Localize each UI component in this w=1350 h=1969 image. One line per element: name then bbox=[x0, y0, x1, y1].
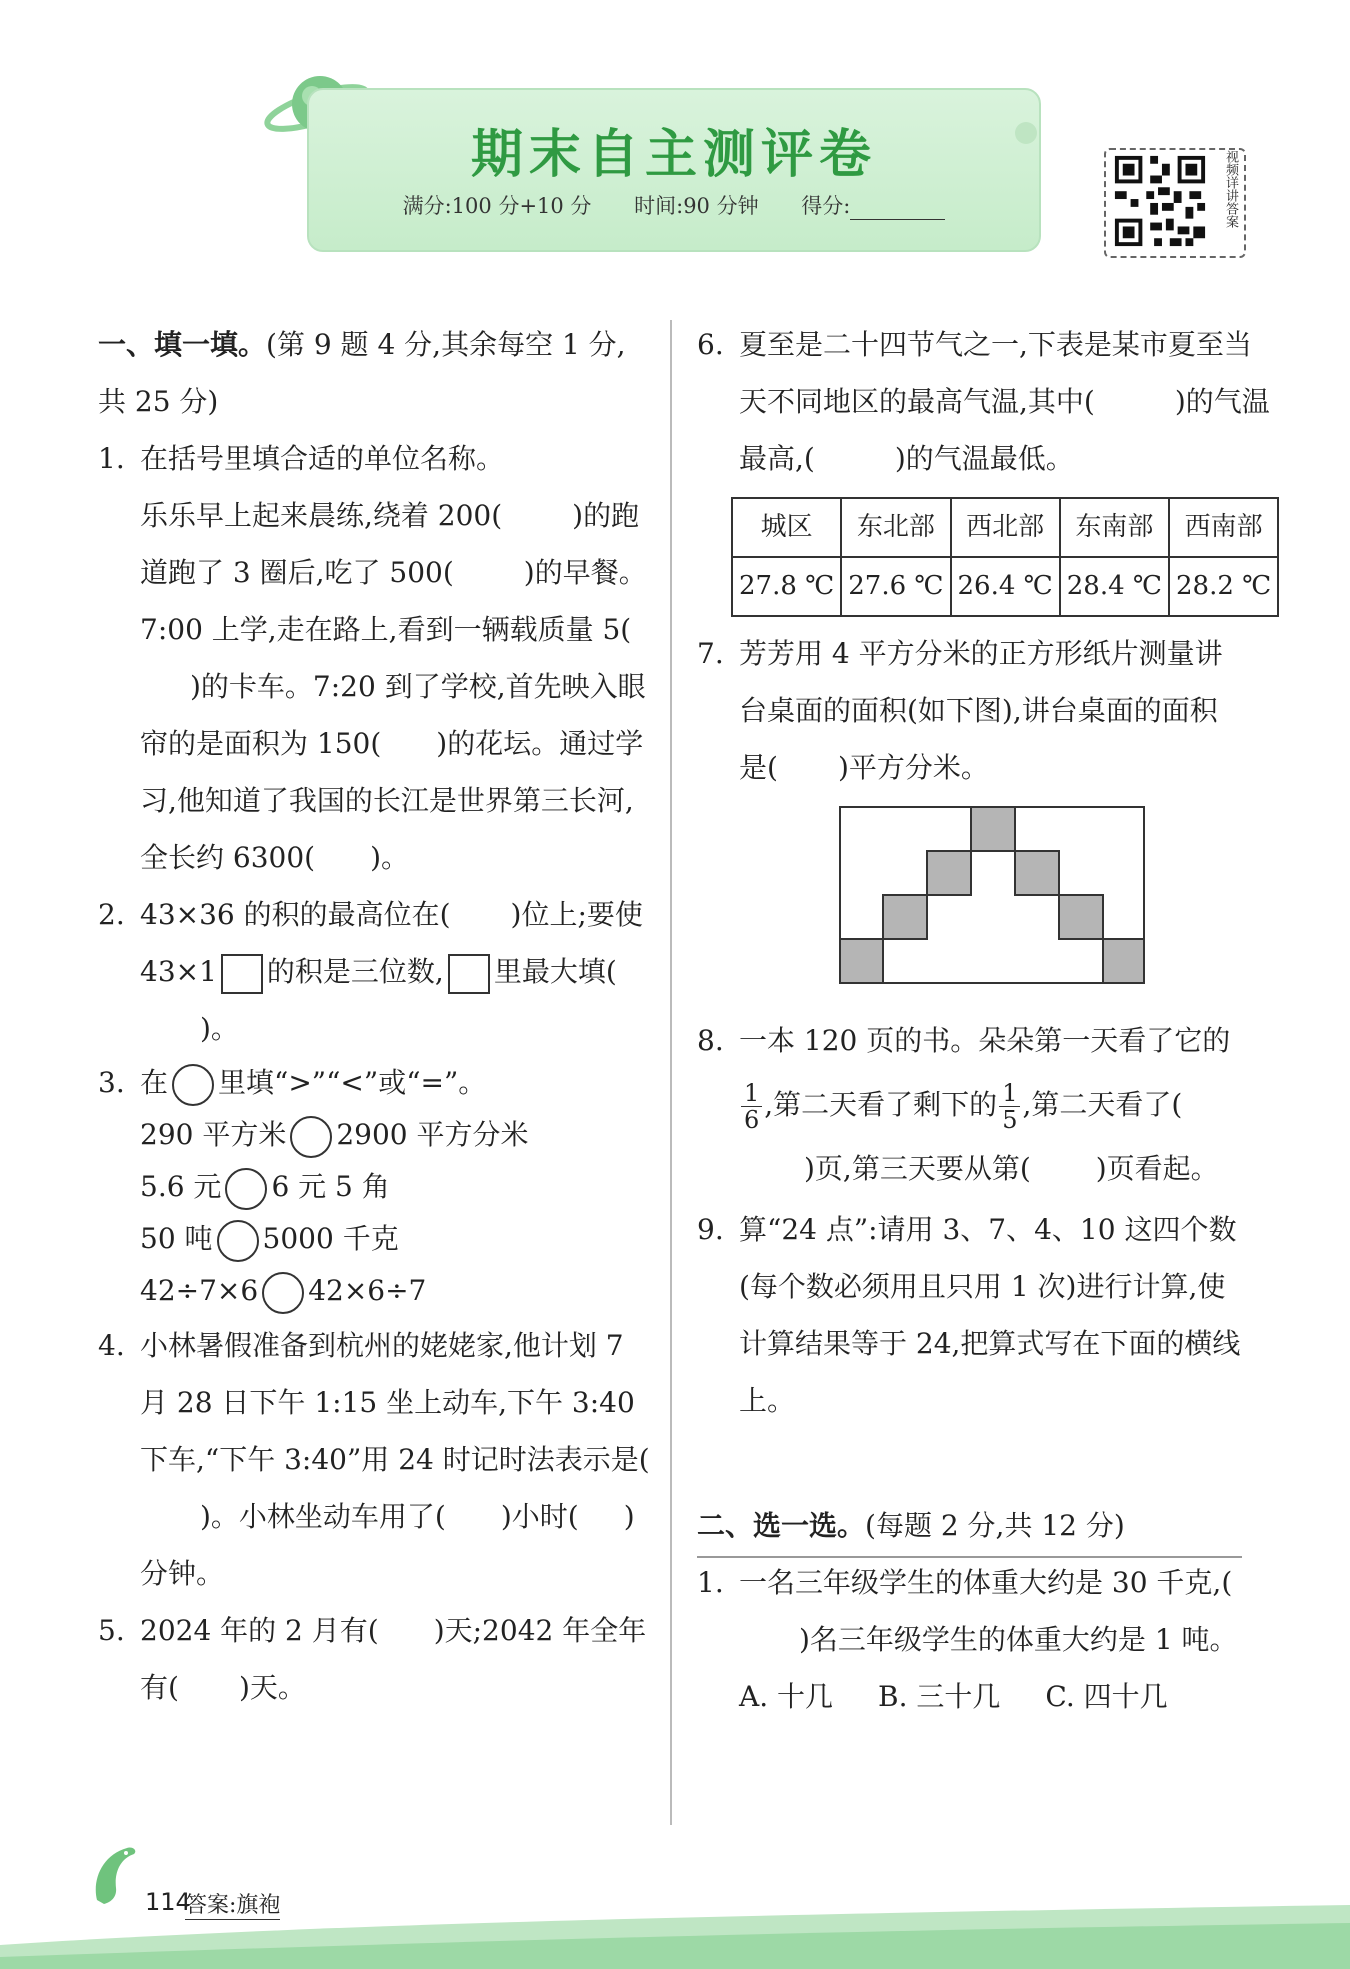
page-title: 期末自主测评卷 bbox=[470, 125, 877, 185]
question-1: 1. 在括号里填合适的单位名称。 乐乐早上起来晨练,绕着 200( )的跑道跑了 3 圈后,吃了 500( )的早餐。7:00 上学,走在路上,看到一辆载质量 5()的卡车。7:20 到了学校,首先映入眼帘的是面积为 150( )的花坛。通过学习,他知道了我国的长江是世界第三长河,全长约 6300( )。 bbox=[98, 430, 653, 886]
compare-circle[interactable] bbox=[290, 1116, 332, 1158]
option-c[interactable]: C. 四十几 bbox=[1045, 1680, 1168, 1713]
answer-note: 答案:旗袍 bbox=[185, 1888, 280, 1920]
compare-row: 290 平方米 2900 平方分米 bbox=[140, 1109, 653, 1161]
compare-row: 5.6 元 6 元 5 角 bbox=[140, 1161, 653, 1213]
table-header-row: 城区 东北部 西北部 东南部 西南部 bbox=[732, 498, 1278, 557]
section1-heading: 一、填一填。(第 9 题 4 分,其余每空 1 分,共 25 分) bbox=[98, 328, 626, 418]
compare-circle[interactable] bbox=[225, 1168, 267, 1210]
column-divider bbox=[670, 320, 672, 1825]
answer-options bbox=[739, 1668, 1245, 1725]
option-b[interactable]: B. 三十几 bbox=[878, 1680, 1001, 1713]
exam-info bbox=[309, 190, 1039, 220]
question-6: 6. 夏至是二十四节气之一,下表是某市夏至当天不同地区的最高气温,其中( )的气温最高,( )的气温最低。 城区 东北部 西北部 东南部 西南部 27.8 ℃ 27.6 ℃ 26.4 ℃ 28.4 ℃ 28.2 ℃ bbox=[697, 316, 1245, 625]
temperature-table bbox=[731, 497, 1279, 617]
compare-circle[interactable] bbox=[262, 1272, 304, 1314]
left-column bbox=[98, 316, 653, 1716]
question-9: 9. 算“24 点”:请用 3、7、4、10 这四个数(每个数必须用且只用 1 次)进行计算,使计算结果等于 24,把算式写在下面的横线上。 bbox=[697, 1213, 1241, 1417]
fraction: $\frac{1}{6}$ bbox=[741, 1080, 762, 1133]
desk-grid-figure bbox=[839, 806, 1145, 984]
qr-caption: 视频详讲答案 bbox=[1223, 150, 1238, 228]
question-7: 7. 芳芳用 4 平方分米的正方形纸片测量讲台桌面的面积(如下图),讲台桌面的面积是( )平方分米。 bbox=[697, 625, 1245, 1009]
time-limit: 时间:90 分钟 bbox=[634, 194, 759, 218]
answer-box[interactable] bbox=[221, 954, 263, 994]
fraction: $\frac{1}{5}$ bbox=[999, 1080, 1020, 1133]
score-field: 得分: bbox=[801, 194, 945, 218]
question-3: 3. 在 里填“>”“<”或“=”。 290 平方米 2900 平方分米 5.6 元 6 元 5 角 50 吨 5000 千克 42÷7×6 42×6÷7 bbox=[98, 1057, 653, 1317]
question-2-1: 1. 一名三年级学生的体重大约是 30 千克,()名三年级学生的体重大约是 1 吨。 A. 十几 B. 三十几 C. 四十几 bbox=[697, 1554, 1245, 1725]
question-8: 8. 一本 120 页的书。朵朵第一天看了它的 $\frac{1}{6}$ ,第二天看了剩下的 $\frac{1}{5}$ ,第二天看了()页,第三天要从第( )页看起。 bbox=[697, 1024, 1231, 1185]
question-4: 4. 小林暑假准备到杭州的姥姥家,他计划 7 月 28 日下午 1:15 坐上动车,下午 3:40 下车,“下午 3:40”用 24 时记时法表示是()。小林坐动车用了( )小时( )分钟。 bbox=[98, 1329, 650, 1590]
question-1-body: 乐乐早上起来晨练,绕着 200( )的跑道跑了 3 圈后,吃了 500( )的早餐。7:00 上学,走在路上,看到一辆载质量 5()的卡车。7:20 到了学校,首先映入眼帘的是面积为 150( )的花坛。通过学习,他知道了我国的长江是世界第三长河,全长约 6300( )。 bbox=[140, 499, 647, 874]
option-a[interactable]: A. 十几 bbox=[739, 1680, 834, 1713]
compare-row: 50 吨 5000 千克 bbox=[140, 1213, 653, 1265]
section2-heading: 二、选一选。(每题 2 分,共 12 分) bbox=[697, 1509, 1125, 1542]
compare-circle bbox=[172, 1064, 214, 1106]
compare-row: 42÷7×6 42×6÷7 bbox=[140, 1265, 653, 1317]
answer-box[interactable] bbox=[448, 954, 490, 994]
compare-circle[interactable] bbox=[217, 1220, 259, 1262]
question-2: 2. 43×36 的积的最高位在( )位上;要使 43×1 的积是三位数, 里最大填()。 bbox=[98, 898, 643, 1045]
title-banner bbox=[307, 88, 1041, 252]
full-score: 满分:100 分+10 分 bbox=[402, 194, 592, 218]
table-row: 27.8 ℃ 27.6 ℃ 26.4 ℃ 28.4 ℃ 28.2 ℃ bbox=[732, 557, 1278, 616]
dolphin-icon bbox=[82, 1840, 152, 1910]
qr-code-icon[interactable] bbox=[1110, 152, 1210, 250]
question-5: 5. 2024 年的 2 月有( )天;2042 年全年有( )天。 bbox=[98, 1614, 647, 1704]
page-number: 114 bbox=[145, 1888, 191, 1916]
right-column bbox=[697, 316, 1272, 1725]
banner-tab bbox=[1015, 122, 1037, 144]
